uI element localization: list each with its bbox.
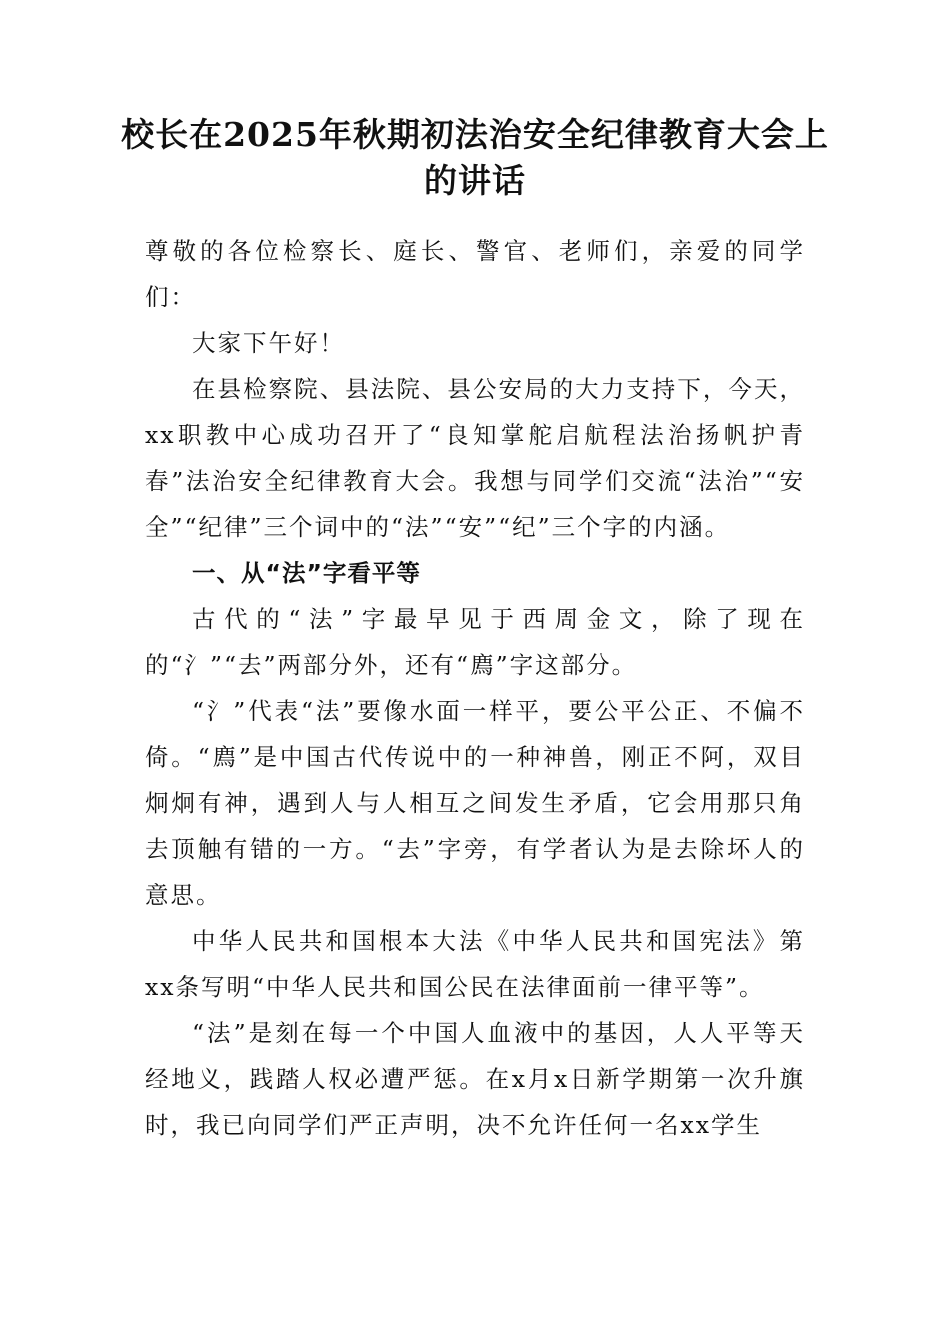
paragraph: 在县检察院、县法院、县公安局的大力支持下，今天，xx职教中心成功召开了“良知掌舵启航程法治扬帆护青春”法治安全纪律教育大会。我想与同学们交流“法治”“安全”“纪律”三个词中的“法”“安”“纪”三个字的内涵。 <box>145 375 805 541</box>
paragraph: “氵”代表“法”要像水面一样平，要公平公正、不偏不倚。“廌”是中国古代传说中的一种神兽，刚正不阿，双目炯炯有神，遇到人与人相互之间发生矛盾，它会用那只角去顶触有错的一方。“去”字旁，有学者认为是去除坏人的意思。 <box>145 697 805 909</box>
section-heading: 一、从“法”字看平等 <box>192 559 421 587</box>
paragraph: 古代的“法”字最早见于西周金文，除了现在的“氵”“去”两部分外，还有“廌”字这部分。 <box>145 605 805 679</box>
greeting: 大家下午好！ <box>192 329 345 357</box>
paragraph: “法”是刻在每一个中国人血液中的基因，人人平等天经地义，践踏人权必遭严惩。在x月x日新学期第一次升旗时，我已向同学们严正声明，决不允许任何一名xx学生 <box>145 1019 805 1139</box>
document-title: 校长在2025年秋期初法治安全纪律教育大会上的讲话 <box>121 115 829 200</box>
salutation: 尊敬的各位检察长、庭长、警官、老师们，亲爱的同学们： <box>145 237 805 311</box>
document-body <box>145 228 805 1148</box>
paragraph: 中华人民共和国根本大法《中华人民共和国宪法》第xx条写明“中华人民共和国公民在法律面前一律平等”。 <box>145 927 805 1001</box>
